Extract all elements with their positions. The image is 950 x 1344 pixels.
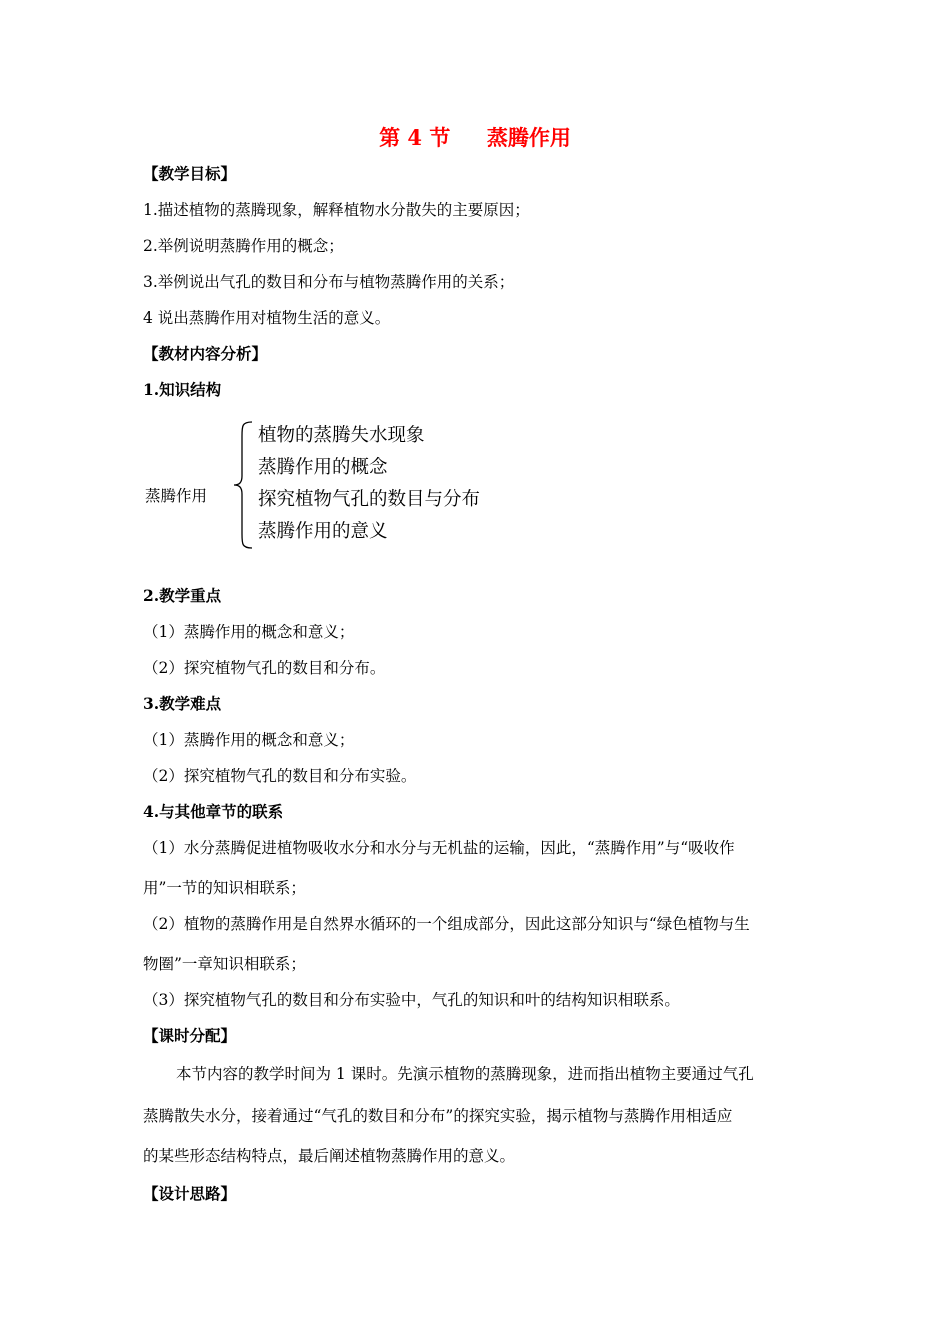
goal-item: 1.描述植物的蒸腾现象，解释植物水分散失的主要原因； [143, 201, 530, 219]
relation-line: 用”一节的知识相联系； [143, 879, 306, 897]
structure-branch: 植物的蒸腾失水现象 [258, 425, 425, 446]
key-point: （2）探究植物气孔的数目和分布。 [143, 659, 386, 677]
relation-line: 物圈”一章知识相联系； [143, 955, 306, 973]
page-title: 第 4 节 蒸腾作用 [379, 125, 571, 150]
time-paragraph-line: 蒸腾散失水分，接着通过“气孔的数目和分布”的探究实验，揭示植物与蒸腾作用相适应 [143, 1107, 733, 1125]
relation-line: （2）植物的蒸腾作用是自然界水循环的一个组成部分，因此这部分知识与“绿色植物与生 [143, 915, 750, 933]
time-paragraph-line: 的某些形态结构特点，最后阐述植物蒸腾作用的意义。 [143, 1147, 516, 1165]
goal-item: 3.举例说出气孔的数目和分布与植物蒸腾作用的关系； [143, 273, 515, 291]
difficult-point: （2）探究植物气孔的数目和分布实验。 [143, 767, 417, 785]
goal-item: 2.举例说明蒸腾作用的概念； [143, 237, 344, 255]
structure-branch: 探究植物气孔的数目与分布 [258, 489, 481, 510]
relation-line: （1）水分蒸腾促进植物吸收水分和水分与无机盐的运输，因此，“蒸腾作用”与“吸收作 [143, 839, 735, 857]
structure-branch: 蒸腾作用的意义 [258, 521, 388, 542]
goals-heading: 【教学目标】 [143, 164, 237, 183]
difficult-point: （1）蒸腾作用的概念和意义； [143, 731, 355, 749]
time-paragraph-line: 本节内容的教学时间为 1 课时。先演示植物的蒸腾现象，进而指出植物主要通过气孔 [176, 1065, 754, 1083]
difficult-points-heading: 3.教学难点 [143, 694, 222, 713]
structure-heading: 1.知识结构 [143, 380, 222, 399]
goal-item: 4 说出蒸腾作用对植物生活的意义。 [143, 309, 391, 327]
structure-branch: 蒸腾作用的概念 [258, 457, 388, 478]
curly-brace-icon [232, 420, 254, 550]
structure-root: 蒸腾作用 [145, 487, 208, 505]
time-heading: 【课时分配】 [143, 1026, 237, 1045]
key-points-heading: 2.教学重点 [143, 586, 222, 605]
analysis-heading: 【教材内容分析】 [143, 344, 268, 363]
relation-line: （3）探究植物气孔的数目和分布实验中，气孔的知识和叶的结构知识相联系。 [143, 991, 680, 1009]
design-heading: 【设计思路】 [143, 1184, 237, 1203]
relation-heading: 4.与其他章节的联系 [143, 802, 284, 821]
key-point: （1）蒸腾作用的概念和意义； [143, 623, 355, 641]
